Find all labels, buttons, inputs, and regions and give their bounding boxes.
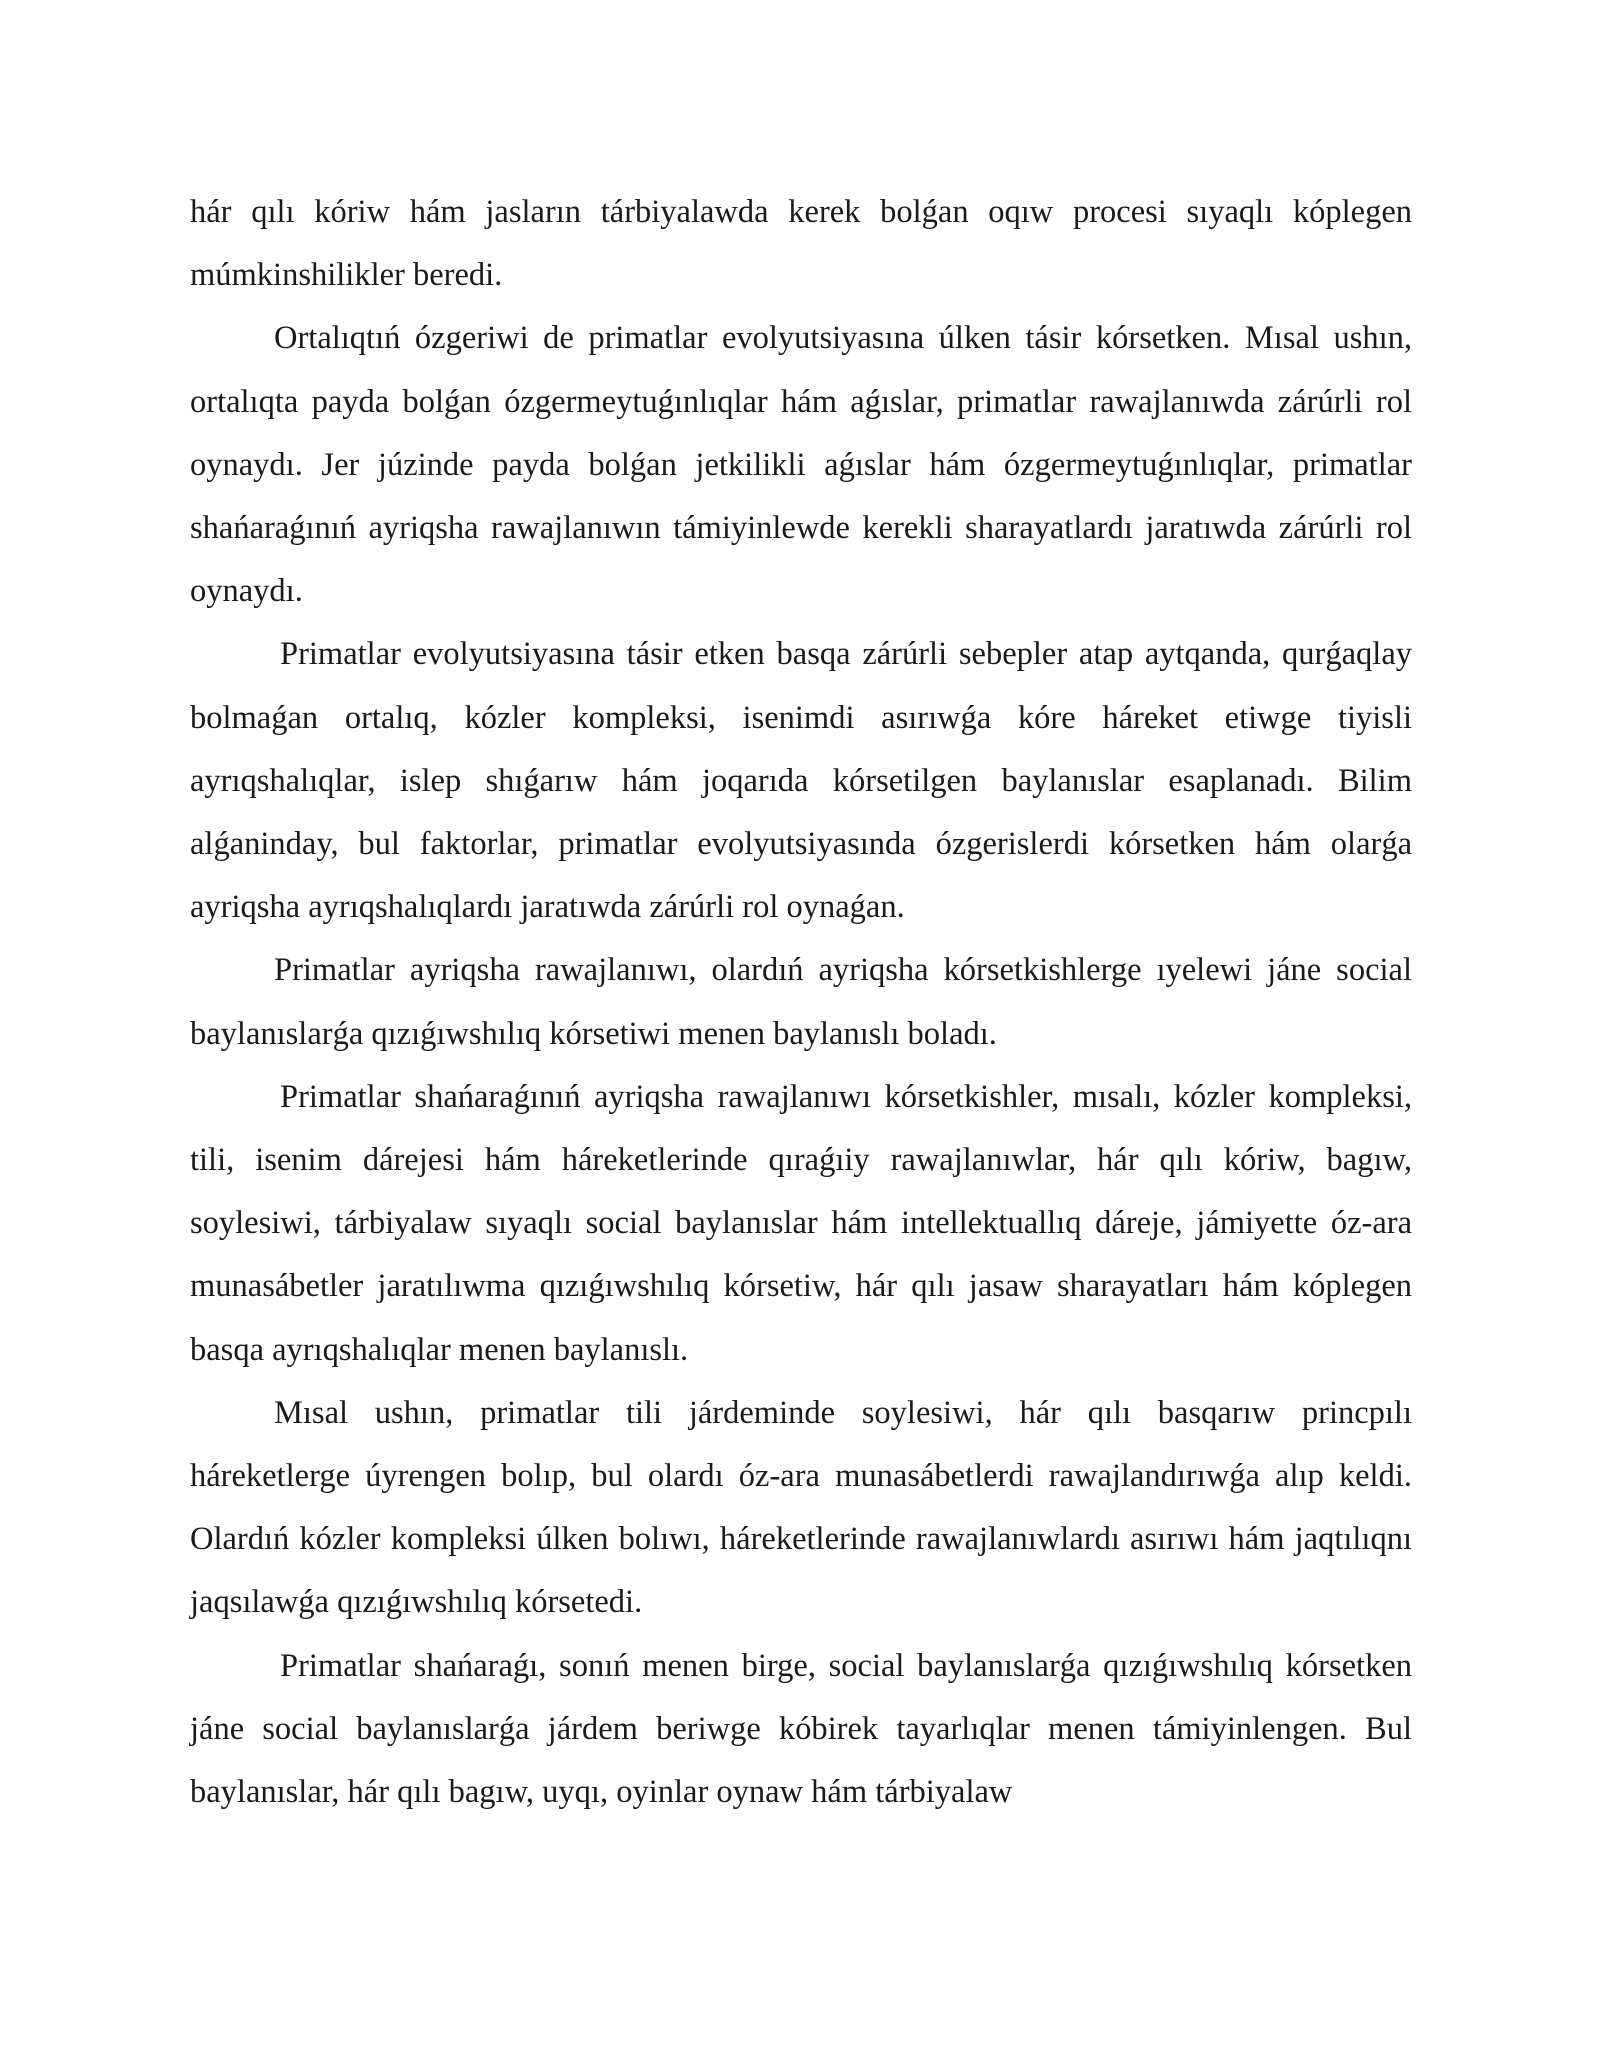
paragraph-2: Ortalıqtıń ózgeriwi de primatlar evolyutsiyasına úlken tásir kórsetken. Mısal ushın, ortalıqta payda bolǵan ózgermeytuǵınlıqlar hám aǵıslar, primatlar rawajlanıwda zárúrli rol oynaydı. Jer júzinde payda bolǵan jetkilikli aǵıslar hám ózgermeytuǵınlıqlar, primatlar shańaraǵınıń ayriqsha rawajlanıwın támiyinlewde kerekli sharayatlardı jaratıwda zárúrli rol oynaydı. bbox=[190, 320, 1412, 610]
paragraph-1: hár qılı kóriw hám jasların tárbiyalawda kerek bolǵan oqıw procesi sıyaqlı kóplegen múmkinshilikler beredi. bbox=[190, 194, 1412, 294]
paragraph-4: Primatlar ayriqsha rawajlanıwı, olardıń ayriqsha kórsetkishlerge ıyelewi jáne social baylanıslarǵa qızıǵıwshılıq kórsetiwi menen baylanıslı boladı. bbox=[190, 952, 1412, 1052]
paragraph-5: Primatlar shańaraǵınıń ayriqsha rawajlanıwı kórsetkishler, mısalı, kózler kompleksi, tili, isenim dárejesi hám háreketlerinde qıraǵıiy rawajlanıwlar, hár qılı kóriw, bagıw, soylesiwi, tárbiyalaw sıyaqlı social baylanıslar hám intellektuallıq dáreje, jámiyette óz-ara munasábetler jaratılıwma qızıǵıwshılıq kórsetiw, hár qılı jasaw sharayatları hám kóplegen basqa ayrıqshalıqlar menen baylanıslı. bbox=[190, 1078, 1412, 1368]
paragraph-3: Primatlar evolyutsiyasına tásir etken basqa zárúrli sebepler atap aytqanda, qurǵaqlay bolmaǵan ortalıq, kózler kompleksi, isenimdi asırıwǵa kóre háreket etiwge tiyisli ayrıqshalıqlar, islep shıǵarıw hám joqarıda kórsetilgen baylanıslar esaplanadı. Bilim alǵaninday, bul faktorlar, primatlar evolyutsiyasında ózgerislerdi kórsetken hám olarǵa ayriqsha ayrıqshalıqlardı jaratıwda zárúrli rol oynaǵan. bbox=[190, 636, 1412, 926]
paragraph-7: Primatlar shańaraǵı, sonıń menen birge, social baylanıslarǵa qızıǵıwshılıq kórsetken jáne social baylanıslarǵa járdem beriwge kóbirek tayarlıqlar menen támiyinlengen. Bul baylanıslar, hár qılı bagıw, uyqı, oyinlar oynaw hám tárbiyalaw bbox=[190, 1647, 1412, 1811]
document-body bbox=[190, 181, 1412, 1824]
paragraph-6: Mısal ushın, primatlar tili járdeminde soylesiwi, hár qılı basqarıw princpılı háreketlerge úyrengen bolıp, bul olardı óz-ara munasábetlerdi rawajlandırıwǵa alıp keldi. Olardıń kózler kompleksi úlken bolıwı, háreketlerinde rawajlanıwlardı asırıwı hám jaqtılıqnı jaqsılawǵa qızıǵıwshılıq kórsetedi. bbox=[190, 1394, 1412, 1621]
